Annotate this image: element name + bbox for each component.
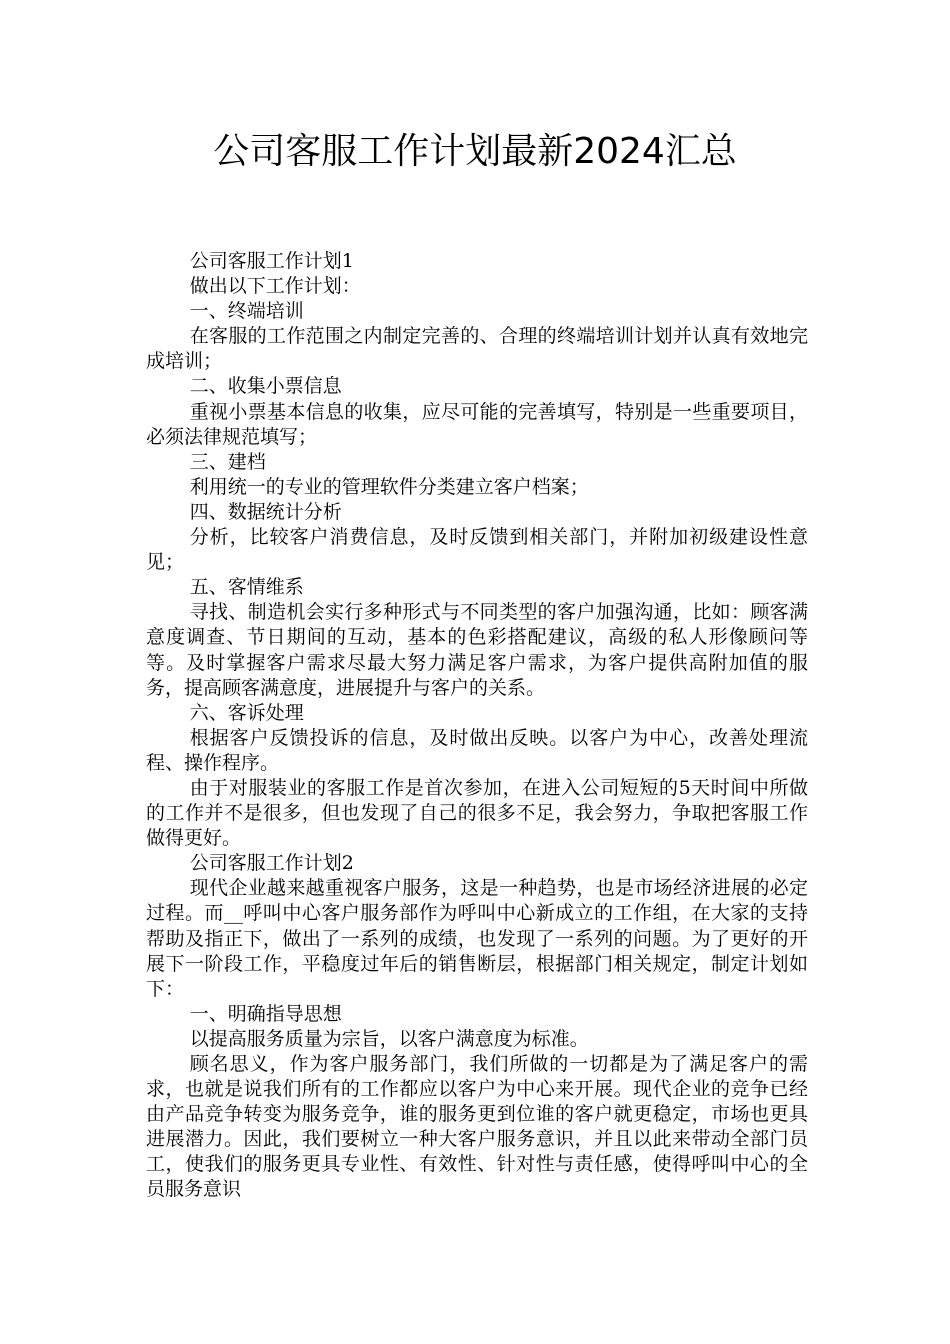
paragraph: 现代企业越来越重视客户服务，这是一种趋势，也是市场经济进展的必定过程。而__呼叫中心客户服务部作为呼叫中心新成立的工作组，在大家的支持帮助及指正下，做出了一系列的成绩，也发现了一系列的问题。为了更好的开展下一阶段工作，平稳度过年后的销售断层，根据部门相关规定，制定计划如下： xyxy=(146,877,808,1000)
paragraph: 做出以下工作计划： xyxy=(189,275,361,298)
paragraph: 分析，比较客户消费信息，及时反馈到相关部门，并附加初级建设性意见； xyxy=(146,526,808,574)
paragraph: 寻找、制造机会实行多种形式与不同类型的客户加强沟通，比如：顾客满意度调查、节日期间的互动，基本的色彩搭配建议，高级的私人形像顾问等等。及时掌握客户需求尽最大努力满足客户需求，为客户提供高附加值的服务，提高顾客满意度，进展提升与客户的关系。 xyxy=(146,601,808,699)
paragraph: 在客服的工作范围之内制定完善的、合理的终端培训计划并认真有效地完成培训； xyxy=(146,325,808,373)
paragraph: 根据客户反馈投诉的信息，及时做出反映。以客户为中心，改善处理流程、操作程序。 xyxy=(146,726,808,774)
plan-heading: 公司客服工作计划2 xyxy=(189,852,354,875)
section-heading: 三、建档 xyxy=(189,450,266,473)
document-title: 公司客服工作计划最新2024汇总 xyxy=(213,131,737,172)
paragraph: 以提高服务质量为宗旨，以客户满意度为标准。 xyxy=(189,1027,589,1050)
paragraph: 利用统一的专业的管理软件分类建立客户档案； xyxy=(189,475,589,498)
paragraph: 由于对服装业的客服工作是首次参加，在进入公司短短的5天时间中所做的工作并不是很多，但也发现了自己的很多不足，我会努力，争取把客服工作做得更好。 xyxy=(146,776,808,850)
section-heading: 五、客情维系 xyxy=(189,576,304,599)
section-heading: 四、数据统计分析 xyxy=(189,500,342,523)
section-heading: 一、终端培训 xyxy=(189,300,304,323)
paragraph: 重视小票基本信息的收集，应尽可能的完善填写，特别是一些重要项目，必须法律规范填写； xyxy=(146,400,808,448)
document-body xyxy=(146,249,808,1203)
section-heading: 六、客诉处理 xyxy=(189,701,304,724)
section-heading: 一、明确指导思想 xyxy=(189,1002,342,1025)
plan-heading: 公司客服工作计划1 xyxy=(189,250,354,272)
section-heading: 二、收集小票信息 xyxy=(189,375,342,398)
paragraph: 顾名思义，作为客户服务部门，我们所做的一切都是为了满足客户的需求，也就是说我们所有的工作都应以客户为中心来开展。现代企业的竞争已经由产品竞争转变为服务竞争，谁的服务更到位谁的客户就更稳定，市场也更具进展潜力。因此，我们要树立一种大客户服务意识，并且以此来带动全部门员工，使我们的服务更具专业性、有效性、针对性与责任感，使得呼叫中心的全员服务意识 xyxy=(146,1053,808,1201)
